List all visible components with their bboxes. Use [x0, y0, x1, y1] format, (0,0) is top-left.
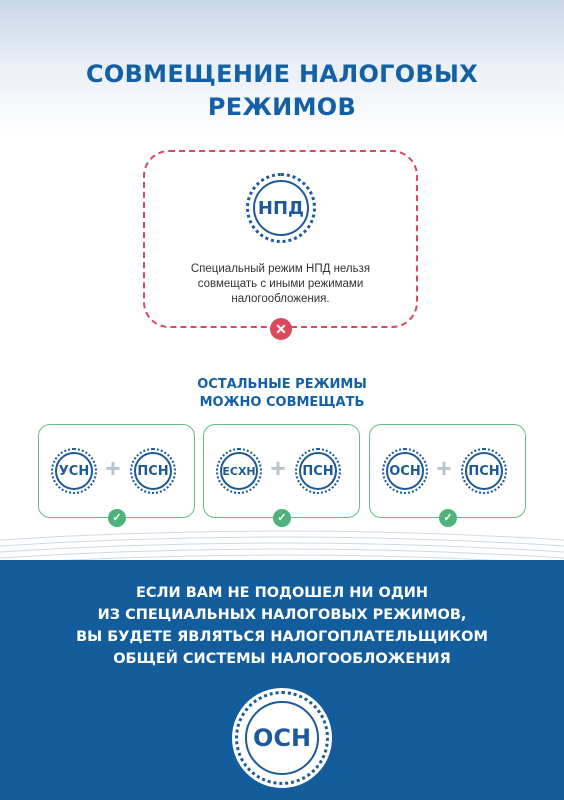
- bottom-line-3: ВЫ БУДЕТЕ ЯВЛЯТЬСЯ НАЛОГОПЛАТЕЛЬЩИКОМ: [76, 629, 488, 645]
- combination-card-osn-psn: [369, 424, 526, 518]
- subheading-line-2: МОЖНО СОВМЕЩАТЬ: [199, 395, 365, 410]
- combination-card-eshn-psn: [203, 424, 360, 518]
- osn-large-badge: [232, 688, 332, 788]
- npd-text-line-3: налогообложения.: [231, 293, 330, 305]
- plus-icon: +: [270, 453, 286, 483]
- title-line-1: СОВМЕЩЕНИЕ НАЛОГОВЫХ: [85, 60, 479, 88]
- allowed-check-icon: ✓: [273, 509, 291, 527]
- subheading-line-1: ОСТАЛЬНЫЕ РЕЖИМЫ: [197, 377, 367, 392]
- badge-label: ПСН: [302, 463, 334, 479]
- badge-label: УСН: [58, 463, 90, 479]
- plus-icon: +: [105, 453, 121, 483]
- npd-badge-label: НПД: [257, 197, 305, 219]
- npd-restriction-box: [143, 150, 418, 328]
- eshn-badge: [213, 445, 265, 497]
- plus-icon: +: [436, 453, 452, 483]
- section-subheading: [0, 376, 564, 412]
- page-title: [0, 58, 564, 124]
- npd-badge: [243, 170, 319, 246]
- badge-label: ОСН: [389, 463, 421, 479]
- bottom-line-4: ОБЩЕЙ СИСТЕМЫ НАЛОГООБЛОЖЕНИЯ: [113, 651, 451, 667]
- bottom-line-1: ЕСЛИ ВАМ НЕ ПОДОШЕЛ НИ ОДИН: [135, 585, 429, 601]
- psn-badge: [127, 445, 179, 497]
- osn-large-badge-label: ОСН: [252, 724, 312, 752]
- badge-label: ПСН: [468, 463, 500, 479]
- title-line-2: РЕЖИМОВ: [207, 93, 357, 121]
- npd-text-line-1: Специальный режим НПД нельзя: [190, 263, 371, 275]
- prohibited-icon: ✕: [270, 318, 292, 340]
- npd-text-line-2: совмещать с иными режимами: [197, 278, 364, 290]
- usn-badge: [48, 445, 100, 497]
- bottom-message: [0, 582, 564, 670]
- psn-badge: [292, 445, 344, 497]
- badge-label: ЕСХН: [222, 464, 256, 478]
- badge-label: ПСН: [137, 463, 169, 479]
- allowed-check-icon: ✓: [108, 509, 126, 527]
- npd-description: [145, 262, 416, 307]
- psn-badge: [458, 445, 510, 497]
- allowed-check-icon: ✓: [439, 509, 457, 527]
- bottom-line-2: ИЗ СПЕЦИАЛЬНЫХ НАЛОГОВЫХ РЕЖИМОВ,: [97, 607, 467, 623]
- combination-card-usn-psn: [38, 424, 195, 518]
- osn-badge: [379, 445, 431, 497]
